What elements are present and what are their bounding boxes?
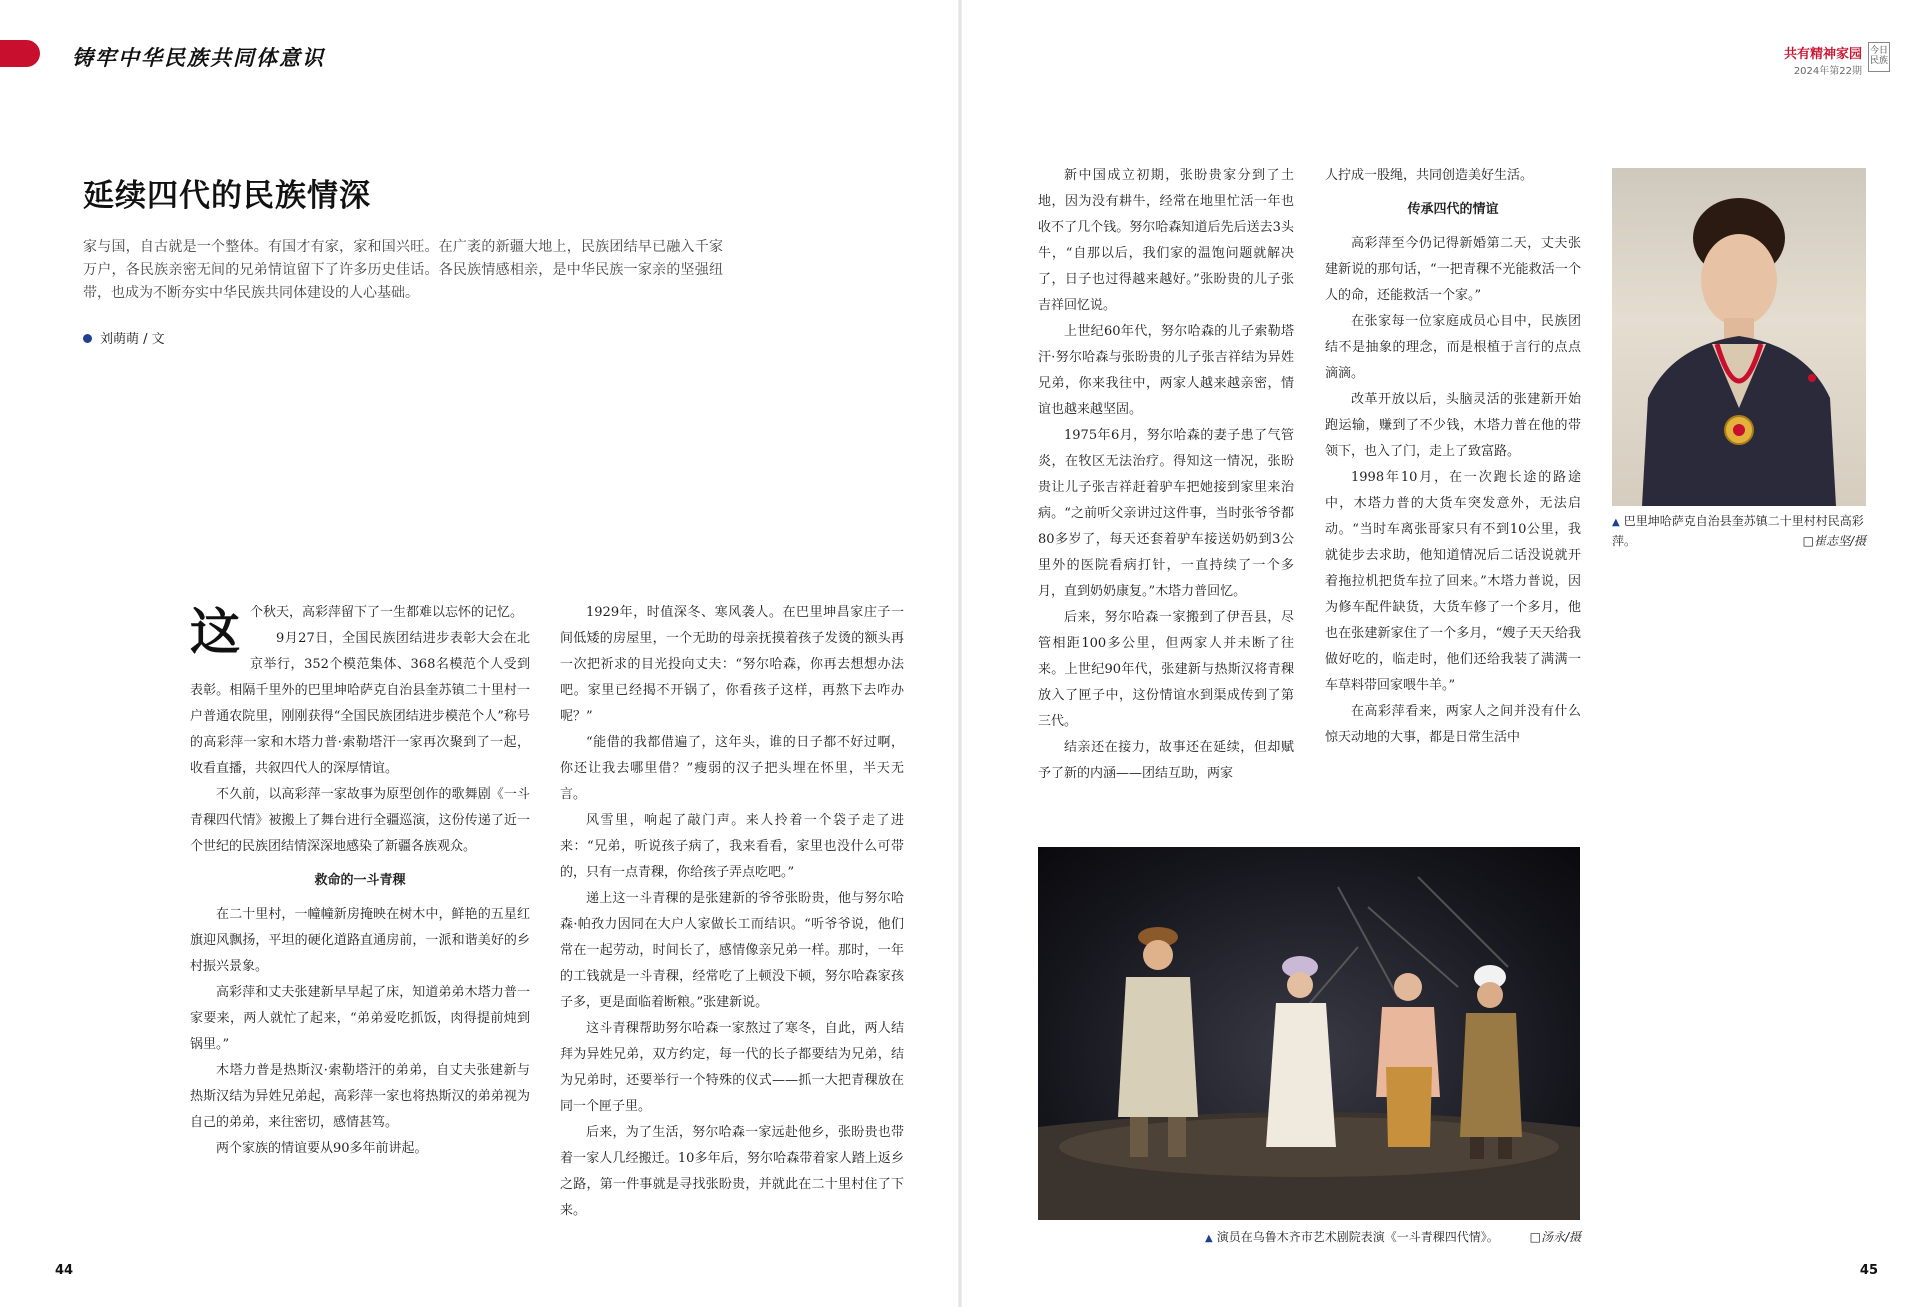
section-title: 铸牢中华民族共同体意识	[72, 45, 325, 70]
paragraph: 后来，为了生活，努尔哈森一家远赴他乡，张盼贵也带着一家人几经搬迁。10多年后，努尔哈森带着家人踏上返乡之路，第一件事就是寻找张盼贵，并就此在二十里村住了下来。	[560, 1125, 904, 1218]
article-title: 延续四代的民族情深	[83, 178, 371, 214]
paragraph: 这斗青稞帮助努尔哈森一家熬过了寒冬，自此，两人结拜为异姓兄弟，双方约定，每一代的长子都要结为兄弟，结为兄弟时，还要举行一个特殊的仪式——抓一大把青稞放在同一个匣子里。	[560, 1021, 904, 1114]
subheading: 救命的一斗青稞	[314, 873, 406, 888]
paragraph: 后来，努尔哈森一家搬到了伊吾县，尽管相距100多公里，但两家人并未断了往来。上世纪90年代，张建新与热斯汉将青稞放入了匣子中，这份情谊水到渠成传到了第三代。	[1038, 610, 1294, 729]
paragraph: 高彩萍至今仍记得新婚第二天，丈夫张建新说的那句话，“一把青稞不光能救活一个人的命，还能救活一个家。”	[1325, 236, 1581, 303]
paragraph: 1998年10月，在一次跑长途的路途中，木塔力普的大货车突发意外，无法启动。“当时车离张哥家只有不到10公里，我就徒步去求助，他知道情况后二话没说就开着拖拉机把货车拉了回来。”木塔力普说，因为修车配件缺货，大货车修了一个多月，他也在张建新家住了一个多月，“嫂子天天给我做好吃的，临走时，他们还给我装了满满一车草料带回家喂牛羊。”	[1325, 470, 1581, 693]
photo-credit: □汤永/摄	[1529, 1230, 1581, 1244]
caption-triangle-icon: ▲	[1205, 1233, 1213, 1244]
paragraph: 在二十里村，一幢幢新房掩映在树木中，鲜艳的五星红旗迎风飘扬，平坦的硬化道路直通房前，一派和谐美好的乡村振兴景象。	[190, 907, 530, 974]
portrait-photo	[1612, 168, 1866, 506]
paragraph: 结亲还在接力，故事还在延续，但却赋予了新的内涵——团结互助，两家	[1038, 740, 1294, 781]
page-gutter	[958, 0, 962, 1307]
paragraph: 在高彩萍看来，两家人之间并没有什么惊天动地的大事，都是日常生活中	[1325, 704, 1581, 745]
paragraph: 个秋天，高彩萍留下了一生都难以忘怀的记忆。	[250, 605, 524, 620]
caption-text: 演员在乌鲁木齐市艺术剧院表演《一斗青稞四代情》。	[1216, 1230, 1499, 1244]
article-deck: 家与国，自古就是一个整体。有国才有家，家和国兴旺。在广袤的新疆大地上，民族团结早已融入千家万户，各民族亲密无间的兄弟情谊留下了许多历史佳话。各民族情感相亲，是中华民族一家亲的坚强纽带，也成为不断夯实中华民族共同体建设的人心基础。	[83, 239, 723, 301]
text-column-1	[190, 600, 530, 1162]
paragraph: 改革开放以后，头脑灵活的张建新开始跑运输，赚到了不少钱，木塔力普在他的带领下，也入了门，走上了致富路。	[1325, 392, 1581, 459]
paragraph: 在张家每一位家庭成员心目中，民族团结不是抽象的理念，而是根植于言行的点点滴滴。	[1325, 314, 1581, 381]
section-tab	[0, 40, 40, 67]
paragraph: 新中国成立初期，张盼贵家分到了土地，因为没有耕牛，经常在地里忙活一年也收不了几个钱。努尔哈森知道后先后送去3头牛，“自那以后，我们家的温饱问题就解决了，日子也过得越来越好。”张盼贵的儿子张吉祥回忆说。	[1038, 168, 1294, 313]
stage-illustration	[1038, 847, 1580, 1220]
paragraph: 两个家族的情谊要从90多年前讲起。	[216, 1141, 428, 1156]
brand-block	[1784, 43, 1862, 77]
drop-cap: 这	[190, 603, 240, 661]
portrait-caption	[1612, 512, 1866, 550]
paragraph: 风雪里，响起了敲门声。来人拎着一个袋子走了进来：“兄弟，听说孩子病了，我来看看，家里也没什么可带的，只有一点青稞，你给孩子弄点吃吧。”	[560, 813, 904, 880]
paragraph: 9月27日，全国民族团结进步表彰大会在北京举行，352个模范集体、368名模范个人受到表彰。相隔千里外的巴里坤哈萨克自治县奎苏镇二十里村一户普通农院里，刚刚获得“全国民族团结进步模范个人”称号的高彩萍一家和木塔力普·索勒塔汗一家再次聚到了一起，收看直播，共叙四代人的深厚情谊。	[190, 631, 530, 776]
bullet-icon	[83, 334, 92, 343]
paragraph: 1975年6月，努尔哈森的妻子患了气管炎，在牧区无法治疗。得知这一情况，张盼贵让儿子张吉祥赶着驴车把她接到家里来治病。“之前听父亲讲过这件事，当时张爷爷都80多岁了，每天还套着驴车接送奶奶到3公里外的医院看病打针，一直持续了一个多月，直到奶奶康复。”木塔力普回忆。	[1038, 428, 1294, 599]
paragraph: 人拧成一股绳，共同创造美好生活。	[1325, 168, 1534, 183]
page-number-left: 44	[55, 1263, 74, 1278]
issue-number: 2024年第22期	[1793, 66, 1862, 77]
page-number-right: 45	[1859, 1263, 1878, 1278]
caption-text: 巴里坤哈萨克自治县奎苏镇二十里村村民高彩萍。	[1612, 514, 1864, 548]
text-column-4	[1325, 163, 1581, 751]
stage-photo	[1038, 847, 1580, 1220]
paragraph: 不久前，以高彩萍一家故事为原型创作的歌舞剧《一斗青稞四代情》被搬上了舞台进行全疆巡演，这份传递了近一个世纪的民族团结情深深地感染了新疆各族观众。	[190, 787, 530, 854]
caption-triangle-icon: ▲	[1612, 517, 1620, 528]
text-column-2	[560, 600, 904, 1224]
subheading: 传承四代的情谊	[1407, 202, 1499, 217]
paragraph: 上世纪60年代，努尔哈森的儿子索勒塔汗·努尔哈森与张盼贵的儿子张吉祥结为异姓兄弟，你来我往中，两家人越来越亲密，情谊也越来越坚固。	[1038, 324, 1294, 417]
byline-text: 刘萌萌 / 文	[100, 332, 165, 347]
byline	[83, 328, 165, 347]
magazine-badge: 今日民族	[1868, 42, 1890, 72]
text-column-3	[1038, 163, 1294, 787]
stage-caption	[1205, 1228, 1581, 1248]
paragraph: 木塔力普是热斯汉·索勒塔汗的弟弟，自丈夫张建新与热斯汉结为异姓兄弟起，高彩萍一家也将热斯汉的弟弟视为自己的弟弟，来往密切，感情甚笃。	[190, 1063, 530, 1130]
photo-credit: □崔志坚/摄	[1802, 534, 1866, 548]
portrait-illustration	[1612, 168, 1866, 506]
paragraph: 1929年，时值深冬、寒风袭人。在巴里坤昌家庄子一间低矮的房屋里，一个无助的母亲抚摸着孩子发烫的额头再一次把祈求的目光投向丈夫：“努尔哈森，你再去想想办法吧。家里已经揭不开锅了，你看孩子这样，再熬下去咋办呢？”	[560, 605, 904, 724]
brand-name: 共有精神家园	[1783, 47, 1862, 62]
paragraph: 高彩萍和丈夫张建新早早起了床，知道弟弟木塔力普一家要来，两人就忙了起来，“弟弟爱吃抓饭，肉得提前炖到锅里。”	[190, 985, 530, 1052]
paragraph: “能借的我都借遍了，这年头，谁的日子都不好过啊，你还让我去哪里借？”瘦弱的汉子把头埋在怀里，半天无言。	[560, 735, 904, 802]
paragraph: 递上这一斗青稞的是张建新的爷爷张盼贵，他与努尔哈森·帕孜力因同在大户人家做长工而结识。“听爷爷说，他们常在一起劳动，时间长了，感情像亲兄弟一样。那时，一年的工钱就是一斗青稞，经常吃了上顿没下顿，努尔哈森家孩子多，更是面临着断粮。”张建新说。	[560, 891, 904, 1010]
